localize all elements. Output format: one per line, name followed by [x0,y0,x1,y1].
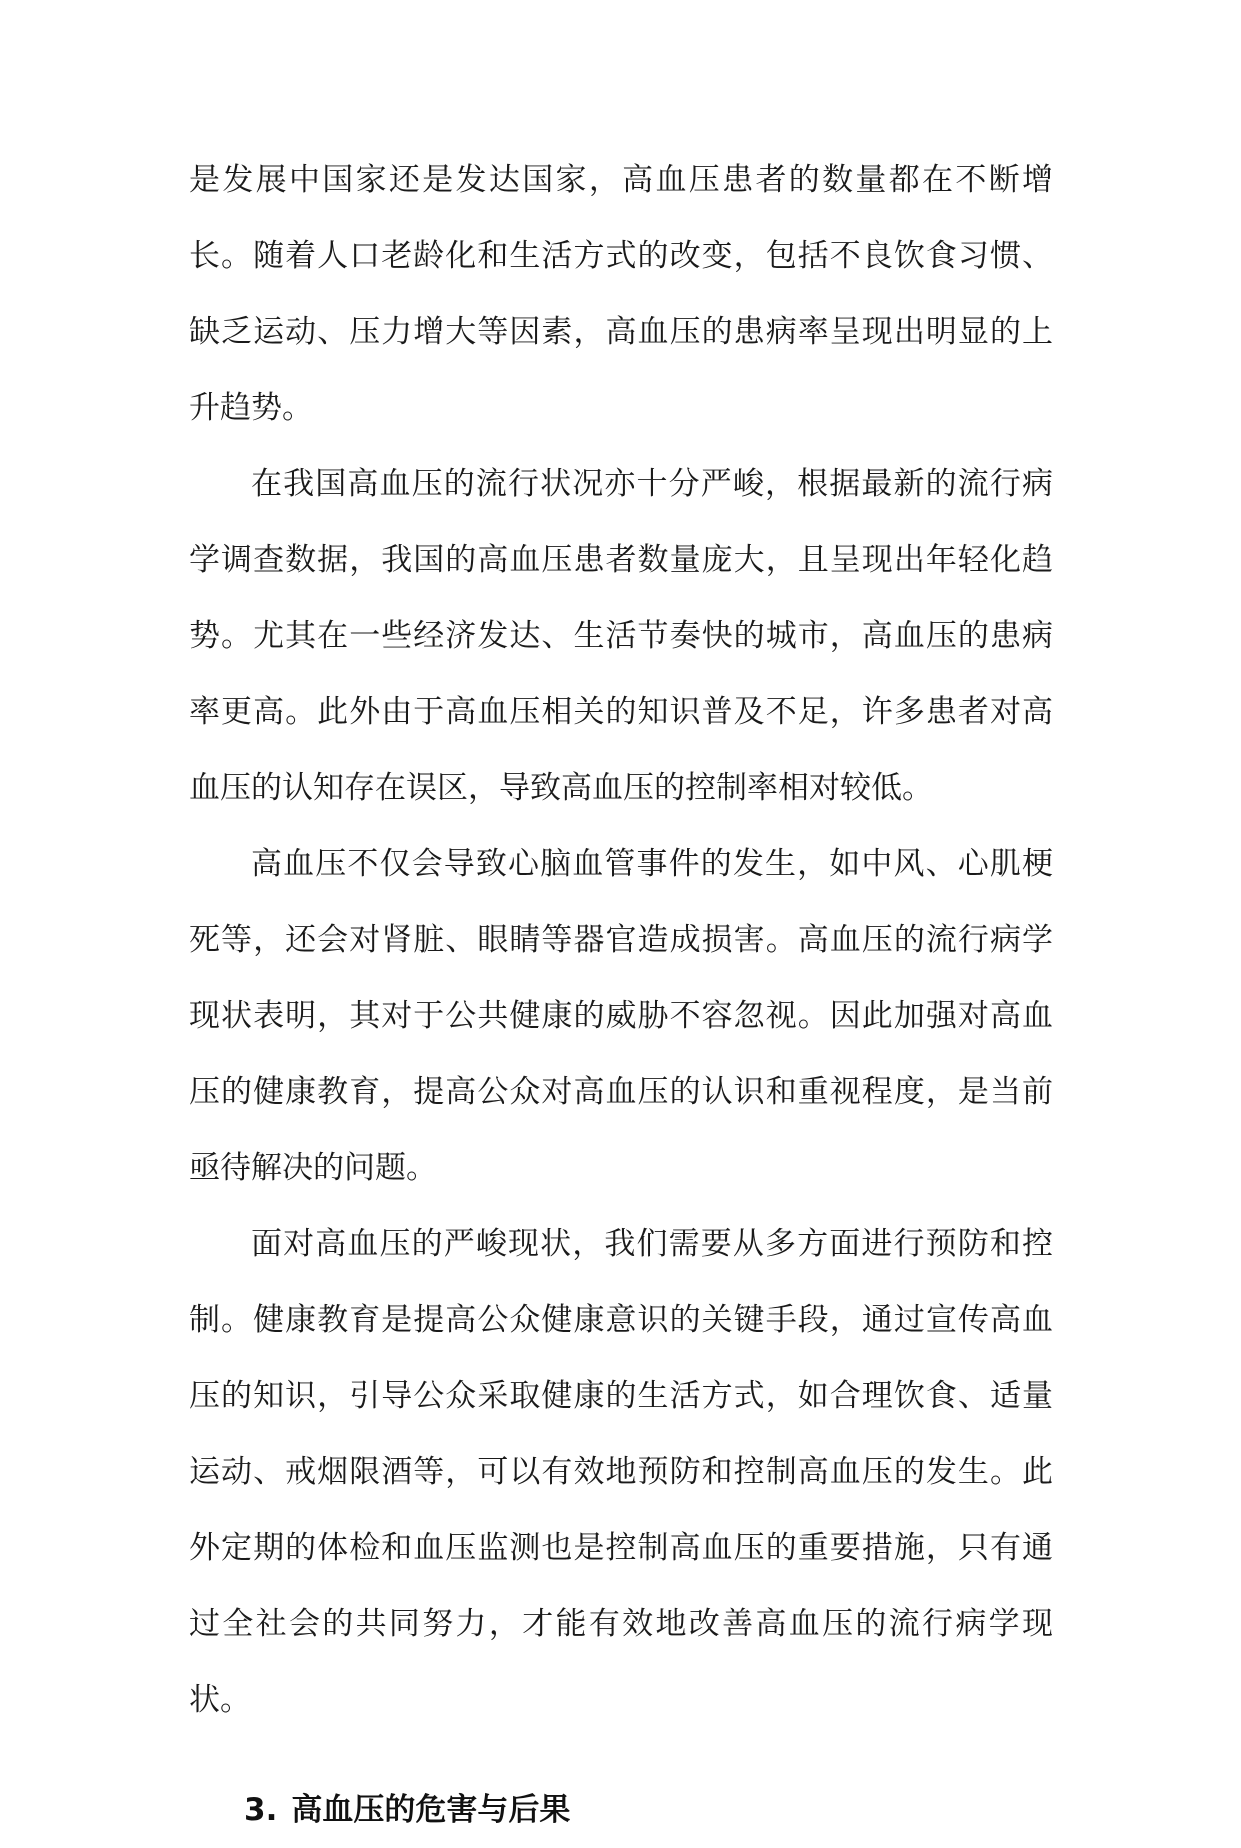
section-title: 高血压的危害与后果 [291,1792,571,1828]
paragraph-continuation: 是发展中国家还是发达国家，高血压患者的数量都在不断增长。随着人口老龄化和生活方式的改变，包括不良饮食习惯、缺乏运动、压力增大等因素，高血压的患病率呈现出明显的上升趋势。 [189,162,1053,426]
section-number: 3. [244,1792,278,1828]
paragraph-epidemic-status: 在我国高血压的流行状况亦十分严峻，根据最新的流行病学调查数据，我国的高血压患者数量庞大，且呈现出年轻化趋势。尤其在一些经济发达、生活节奏快的城市，高血压的患病率更高。此外由于高血压相关的知识普及不足，许多患者对高血压的认知存在误区，导致高血压的控制率相对较低。 [189,466,1053,806]
document-body [189,142,1053,1848]
paragraph-prevention: 面对高血压的严峻现状，我们需要从多方面进行预防和控制。健康教育是提高公众健康意识的关键手段，通过宣传高血压的知识，引导公众采取健康的生活方式，如合理饮食、适量运动、戒烟限酒等，可以有效地预防和控制高血压的发生。此外定期的体检和血压监测也是控制高血压的重要措施，只有通过全社会的共同努力，才能有效地改善高血压的流行病学现状。 [189,1226,1053,1718]
section-heading [189,1738,1053,1848]
paragraph-harms-overview: 高血压不仅会导致心脑血管事件的发生，如中风、心肌梗死等，还会对肾脏、眼睛等器官造成损害。高血压的流行病学现状表明，其对于公共健康的威胁不容忽视。因此加强对高血压的健康教育，提高公众对高血压的认识和重视程度，是当前亟待解决的问题。 [189,846,1053,1186]
